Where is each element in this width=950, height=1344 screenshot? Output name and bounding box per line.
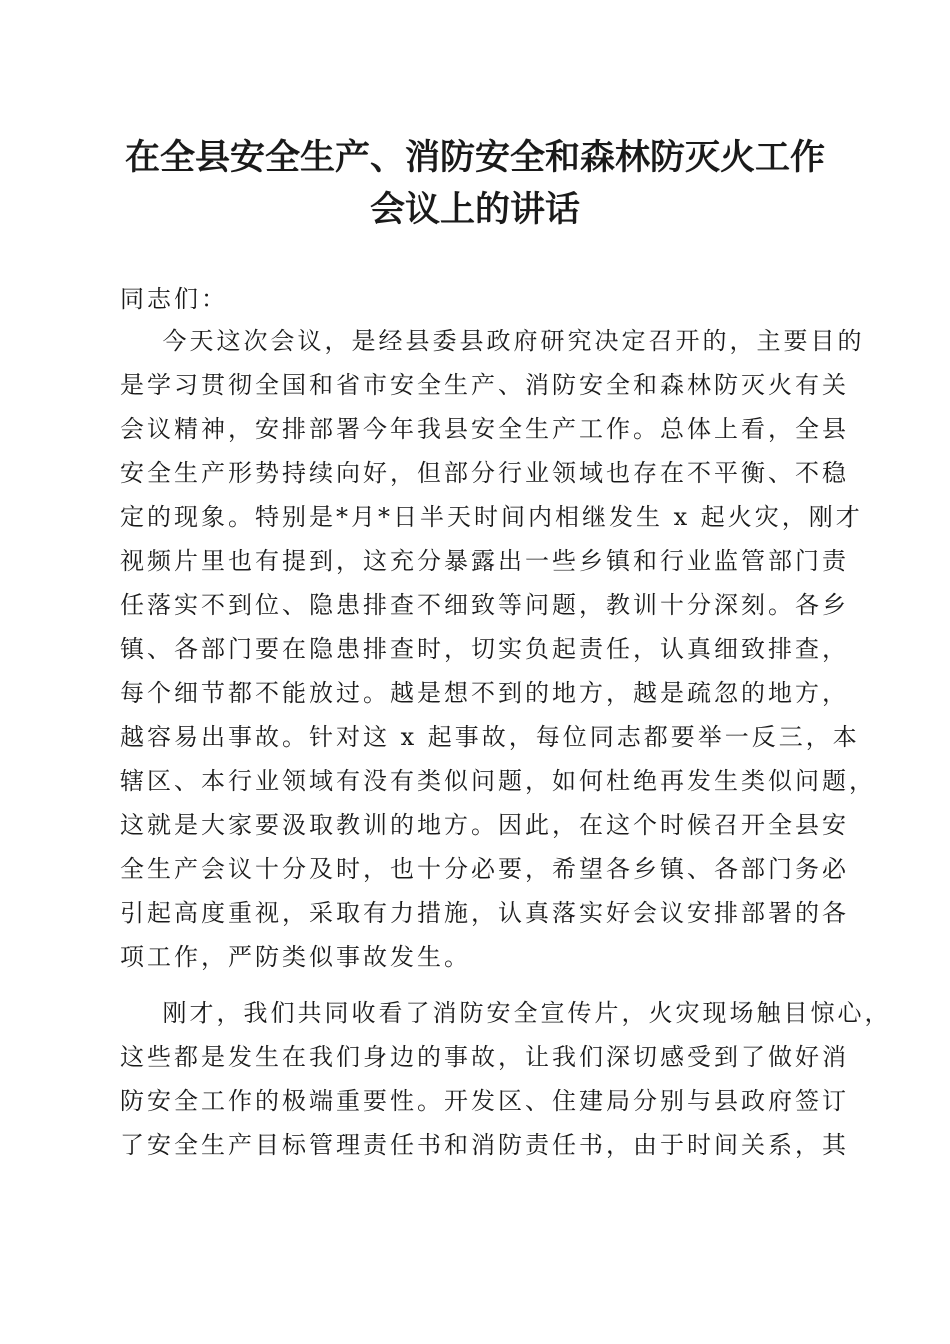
body-line: 定的现象。特别是*月*日半天时间内相继发生 x 起火灾，刚才 [120, 503, 863, 531]
body-line: 这些都是发生在我们身边的事故，让我们深切感受到了做好消 [120, 1043, 849, 1071]
body-line: 辖区、本行业领域有没有类似问题，如何杜绝再发生类似问题， [120, 767, 876, 795]
body-line: 项工作，严防类似事故发生。 [120, 943, 471, 971]
document-title-line-1: 在全县安全生产、消防安全和森林防灭火工作 [124, 137, 825, 178]
body-line: 是学习贯彻全国和省市安全生产、消防安全和森林防灭火有关 [120, 371, 849, 399]
body-line: 了安全生产目标管理责任书和消防责任书，由于时间关系，其 [120, 1131, 849, 1159]
body-line: 刚才，我们共同收看了消防安全宣传片，火灾现场触目惊心， [120, 999, 892, 1027]
body-line: 防安全工作的极端重要性。开发区、住建局分别与县政府签订 [120, 1087, 849, 1115]
salutation: 同志们： [120, 285, 228, 313]
document-title-line-2: 会议上的讲话 [369, 189, 580, 230]
body-line: 任落实不到位、隐患排查不细致等问题，教训十分深刻。各乡 [120, 591, 849, 619]
body-line: 安全生产形势持续向好，但部分行业领域也存在不平衡、不稳 [120, 459, 849, 487]
body-line: 引起高度重视，采取有力措施，认真落实好会议安排部署的各 [120, 899, 849, 927]
body-line: 今天这次会议，是经县委县政府研究决定召开的，主要目的 [120, 327, 865, 355]
body-line: 全生产会议十分及时，也十分必要，希望各乡镇、各部门务必 [120, 855, 849, 883]
body-line: 视频片里也有提到，这充分暴露出一些乡镇和行业监管部门责 [120, 547, 849, 575]
body-line: 会议精神，安排部署今年我县安全生产工作。总体上看，全县 [120, 415, 849, 443]
body-line: 这就是大家要汲取教训的地方。因此，在这个时候召开全县安 [120, 811, 849, 839]
body-line: 每个细节都不能放过。越是想不到的地方，越是疏忽的地方， [120, 679, 849, 707]
body-line: 镇、各部门要在隐患排查时，切实负起责任，认真细致排查， [120, 635, 849, 663]
body-line: 越容易出事故。针对这 x 起事故，每位同志都要举一反三，本 [120, 723, 860, 751]
